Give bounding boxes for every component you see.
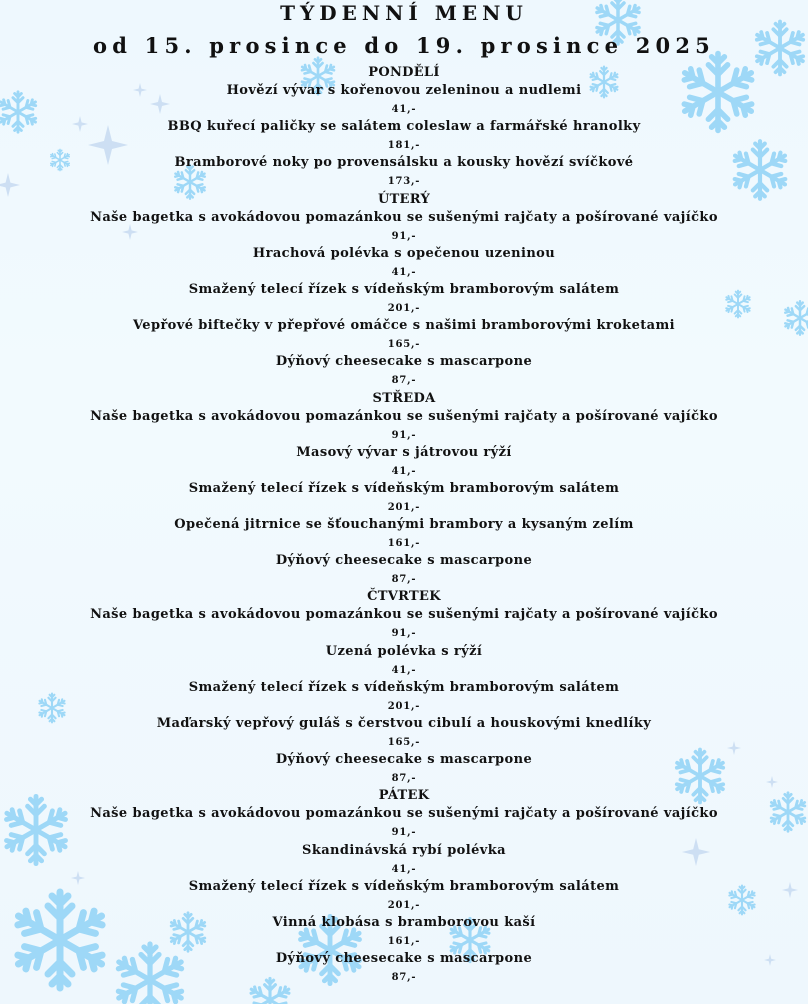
dish-price: 201,- [387, 501, 421, 513]
dish-name: Dýňový cheesecake s mascarpone [275, 951, 533, 967]
dish-name: Dýňový cheesecake s mascarpone [275, 752, 533, 768]
dish-name: Smažený telecí řízek s vídeňským bramborovým salátem [188, 281, 620, 297]
day-heading: ČTVRTEK [367, 589, 441, 605]
dish-name: Smažený telecí řízek s vídeňským bramborovým salátem [188, 480, 620, 496]
day-heading: STŘEDA [372, 390, 436, 406]
day-section [0, 787, 808, 986]
dish-price: 161,- [387, 538, 421, 550]
dish-name: Naše bagetka s avokádovou pomazánkou se sušenými rajčaty a pošírované vajíčko [90, 209, 718, 225]
day-heading: ÚTERÝ [377, 191, 431, 207]
dish-price: 87,- [391, 972, 417, 984]
dish-name: Skandinávská rybí polévka [302, 842, 506, 858]
dish-name: BBQ kuřecí paličky se salátem coleslaw a farmářské hranolky [167, 119, 641, 135]
dish-name: Naše bagetka s avokádovou pomazánkou se sušenými rajčaty a pošírované vajíčko [90, 607, 718, 623]
dish-price: 181,- [387, 140, 421, 152]
dish-price: 165,- [387, 339, 421, 351]
dish-name: Uzená polévka s rýží [325, 643, 483, 659]
dish-price: 41,- [391, 664, 417, 676]
day-heading: PÁTEK [378, 788, 430, 804]
dish-name: Opečená jitrnice se šťouchanými brambory a kysaným zelím [174, 517, 634, 533]
dish-price: 41,- [391, 863, 417, 875]
dish-name: Masový vývar s játrovou rýží [296, 444, 512, 460]
dish-price: 201,- [387, 700, 421, 712]
dish-name: Maďarský vepřový guláš s čerstvou cibulí a houskovými knedlíky [156, 716, 652, 731]
dish-name: Vinná klobása s bramborovou kaší [272, 914, 536, 930]
dish-price: 91,- [391, 827, 417, 839]
dish-price: 87,- [391, 773, 417, 785]
dish-name: Naše bagetka s avokádovou pomazánkou se sušenými rajčaty a pošírované vajíčko [90, 408, 718, 424]
dish-name: Dýňový cheesecake s mascarpone [275, 354, 533, 370]
menu-date-range: od 15. prosince do 19. prosince 2025 [93, 33, 715, 58]
dish-price: 173,- [387, 176, 421, 188]
dish-name: Naše bagetka s avokádovou pomazánkou se sušenými rajčaty a pošírované vajíčko [90, 806, 718, 822]
dish-name: Bramborové noky po provensálsku a kousky hovězí svíčkové [174, 155, 634, 171]
dish-price: 165,- [387, 737, 421, 748]
day-section [0, 588, 808, 787]
dish-name: Smažený telecí řízek s vídeňským bramborovým salátem [188, 679, 620, 695]
dish-price: 41,- [391, 104, 417, 115]
dish-name: Dýňový cheesecake s mascarpone [275, 553, 533, 569]
dish-price: 91,- [391, 429, 417, 441]
dish-price: 41,- [391, 266, 417, 278]
day-heading: PONDĚLÍ [368, 65, 440, 80]
dish-price: 87,- [391, 574, 417, 586]
dish-name: Hrachová polévka s opečenou uzeninou [252, 245, 556, 261]
day-section [0, 191, 808, 390]
dish-price: 161,- [387, 935, 421, 947]
dish-name: Hovězí vývar s kořenovou zeleninou a nudlemi [226, 83, 582, 98]
dish-name: Smažený telecí řízek s vídeňským bramborovým salátem [188, 878, 620, 894]
dish-name: Vepřové biftečky v přepřové omáčce s našimi bramborovými kroketami [132, 318, 675, 334]
dish-price: 91,- [391, 230, 417, 242]
day-section [0, 390, 808, 589]
dish-price: 91,- [391, 628, 417, 640]
dish-price: 87,- [391, 375, 417, 387]
dish-price: 201,- [387, 899, 421, 911]
day-section [0, 64, 808, 191]
dish-price: 201,- [387, 302, 421, 314]
menu-title: TÝDENNÍ MENU [280, 1, 528, 25]
menu-days [0, 64, 808, 986]
dish-price: 41,- [391, 465, 417, 477]
